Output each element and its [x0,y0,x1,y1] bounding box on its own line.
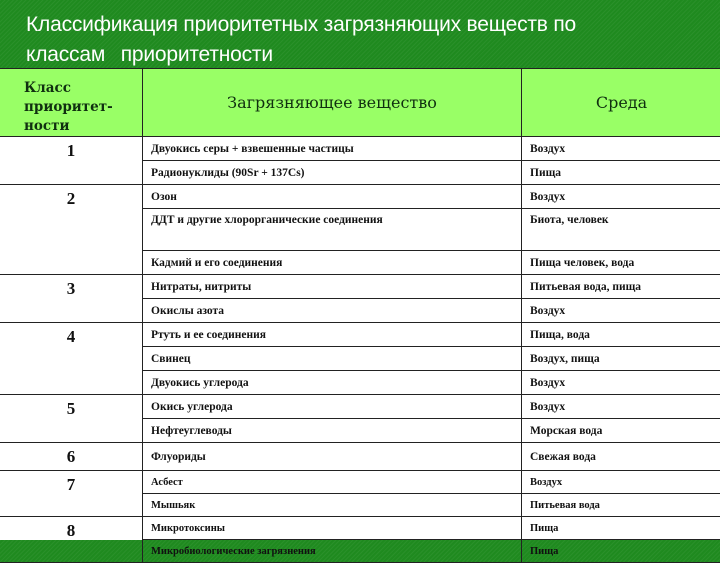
table-header-row [0,69,720,137]
pollutant-cell: Микробиологические загрязнения [143,540,522,563]
table-row [0,517,720,540]
pollutant-cell: Озон [143,185,522,209]
medium-cell: Пища, вода [522,323,720,347]
medium-cell: Воздух [522,299,720,323]
medium-cell: Биота, человек [522,209,720,251]
pollutant-cell: Радионуклиды (90Sr + 137Cs) [143,161,522,185]
medium-cell: Воздух [522,471,720,494]
medium-cell: Воздух [522,185,720,209]
priority-pollutants-table [0,68,720,563]
title-line-1: Классификация приоритетных загрязняющих веществ по [26,10,706,40]
pollutant-cell: Флуориды [143,443,522,471]
medium-cell: Пища человек, вода [522,251,720,275]
slide-title [26,10,706,70]
header-medium: Среда [522,69,720,137]
medium-cell: Пища [522,517,720,540]
class-number: 5 [0,395,143,443]
pollutant-cell: Мышьяк [143,494,522,517]
pollutant-cell: Нефтеуглеводы [143,419,522,443]
medium-cell: Свежая вода [522,443,720,471]
medium-cell: Морская вода [522,419,720,443]
class-number: 4 [0,323,143,395]
pollutant-cell: Двуокись серы + взвешенные частицы [143,137,522,161]
class-number: 1 [0,137,143,185]
pollutant-cell: Двуокись углерода [143,371,522,395]
table-row [0,185,720,209]
pollutant-cell: Ртуть и ее соединения [143,323,522,347]
table-row [0,443,720,471]
header-pollutant: Загрязняющее вещество [143,69,522,137]
class-number: 6 [0,443,143,471]
pollutant-cell: Кадмий и его соединения [143,251,522,275]
medium-cell: Воздух [522,395,720,419]
pollutant-cell: Микротоксины [143,517,522,540]
title-line-2: классам приоритетности [26,40,706,70]
pollutant-cell: Окись углерода [143,395,522,419]
medium-cell: Питьевая вода, пища [522,275,720,299]
priority-pollutants-table-container [0,68,720,540]
pollutant-cell: ДДТ и другие хлорорганические соединения [143,209,522,251]
medium-cell: Воздух [522,371,720,395]
table-row [0,395,720,419]
medium-cell: Питьевая вода [522,494,720,517]
medium-cell: Пища [522,540,720,563]
medium-cell: Пища [522,161,720,185]
table-row [0,323,720,347]
header-class: Класс приоритет- ности [0,69,143,137]
table-row [0,275,720,299]
pollutant-cell: Окислы азота [143,299,522,323]
class-number: 2 [0,185,143,275]
table-row [0,137,720,161]
pollutant-cell: Асбест [143,471,522,494]
medium-cell: Воздух [522,137,720,161]
class-number: 8 [0,517,143,563]
class-number: 7 [0,471,143,517]
medium-cell: Воздух, пища [522,347,720,371]
class-number: 3 [0,275,143,323]
pollutant-cell: Свинец [143,347,522,371]
table-row [0,471,720,494]
pollutant-cell: Нитраты, нитриты [143,275,522,299]
